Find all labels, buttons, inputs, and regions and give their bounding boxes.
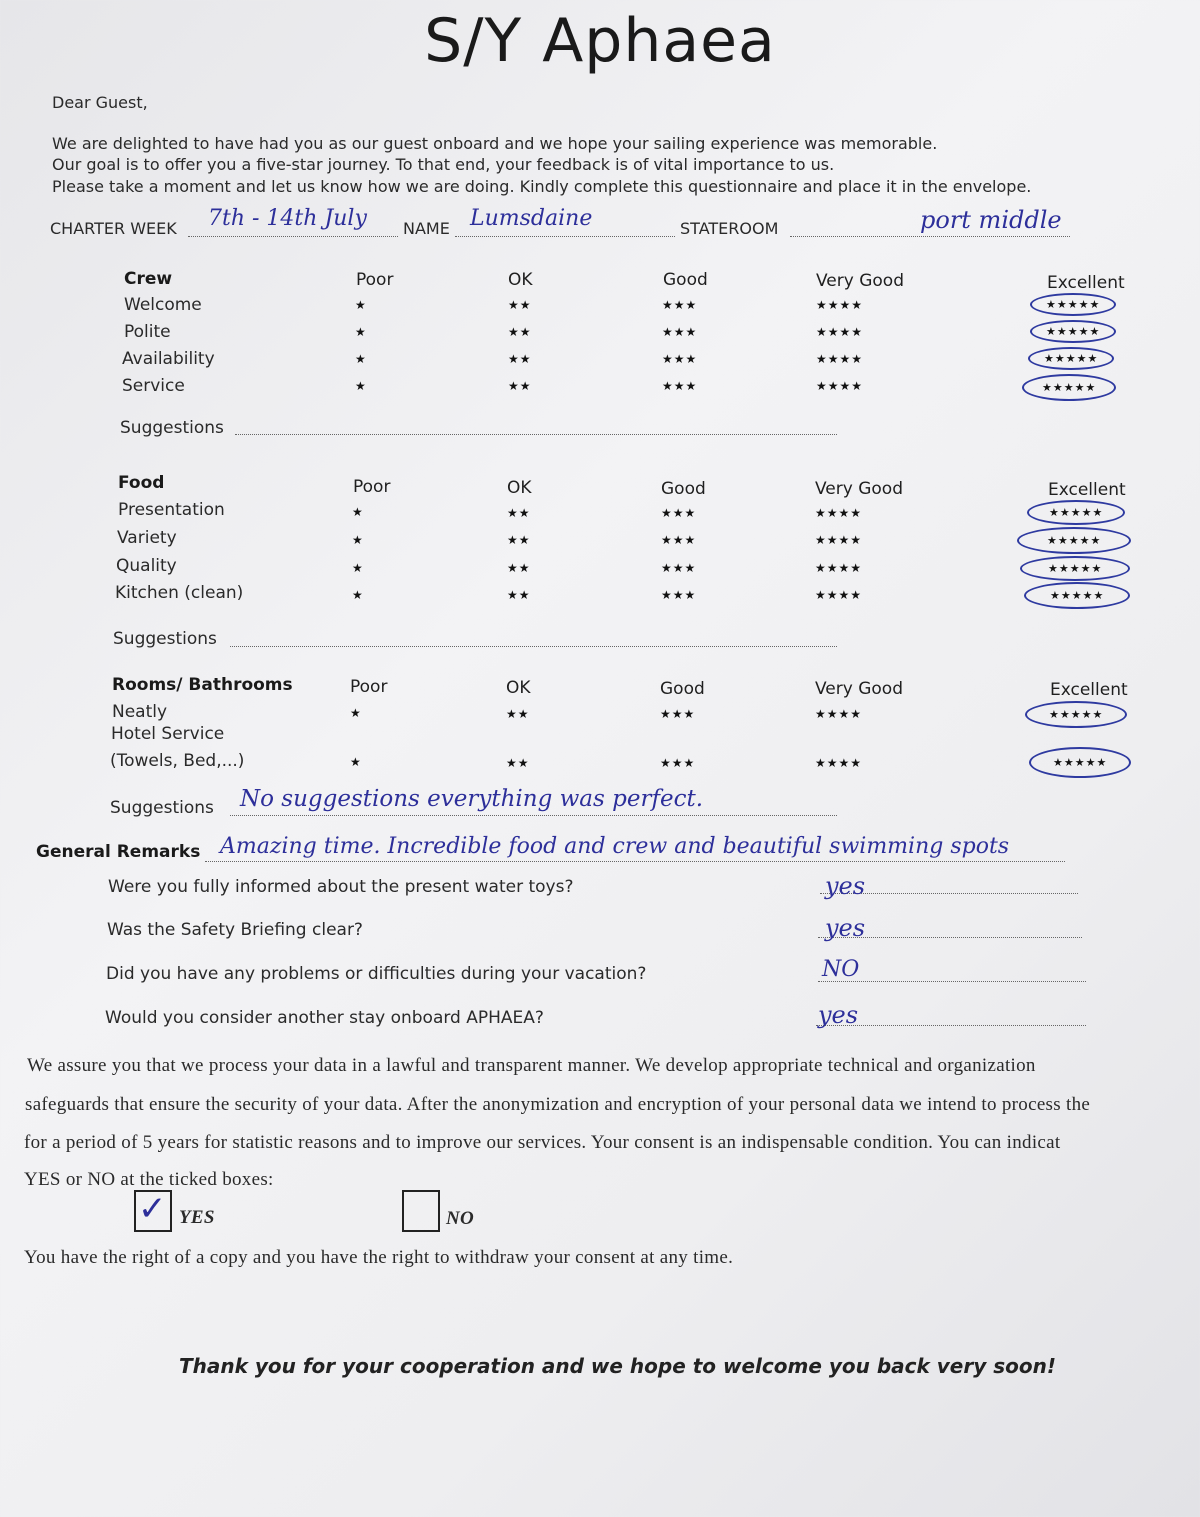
food-item-kitchen: Kitchen (clean) (115, 583, 244, 603)
star-rating-very-good[interactable]: ★★★★ (815, 756, 863, 770)
star-rating-poor[interactable]: ★ (352, 561, 364, 575)
star-rating-ok[interactable]: ★★ (507, 533, 531, 547)
star-rating-excellent-selected[interactable]: ★★★★★ (1022, 374, 1116, 401)
charter-week-label: CHARTER WEEK (50, 219, 177, 238)
star-rating-poor[interactable]: ★ (350, 755, 362, 769)
star-rating-very-good[interactable]: ★★★★ (816, 379, 864, 393)
consent-no-label: NO (446, 1208, 475, 1229)
answer-safety-briefing[interactable]: yes (825, 914, 866, 942)
star-rating-good[interactable]: ★★★ (661, 588, 697, 602)
star-rating-good[interactable]: ★★★ (662, 379, 698, 393)
food-suggestions-line[interactable] (230, 646, 837, 647)
question-water-toys: Were you fully informed about the present water toys? (108, 877, 574, 897)
document-title: S/Y Aphaea (424, 6, 776, 76)
star-rating-very-good[interactable]: ★★★★ (815, 533, 863, 547)
star-rating-very-good[interactable]: ★★★★ (815, 588, 863, 602)
star-rating-excellent-selected[interactable]: ★★★★★ (1025, 701, 1127, 728)
name-label: NAME (403, 219, 450, 238)
star-rating-good[interactable]: ★★★ (662, 352, 698, 366)
rooms-level-ok: OK (506, 678, 531, 698)
intro-line-1: We are delighted to have had you as our guest onboard and we hope your sailing experience was memorable. (52, 134, 938, 153)
star-rating-good[interactable]: ★★★ (660, 707, 696, 721)
privacy-line-2: safeguards that ensure the security of your data. After the anonymization and encryption of your personal data we intend to process the (25, 1094, 1091, 1115)
star-rating-poor[interactable]: ★ (352, 533, 364, 547)
star-rating-ok[interactable]: ★★ (508, 298, 532, 312)
stateroom-label: STATEROOM (680, 219, 779, 238)
star-rating-ok[interactable]: ★★ (508, 352, 532, 366)
intro-line-3: Please take a moment and let us know how we are doing. Kindly complete this questionnaire and place it in the envelope. (52, 177, 1032, 196)
check-icon: ✓ (138, 1189, 167, 1229)
crew-item-service: Service (122, 376, 185, 396)
question-safety-briefing: Was the Safety Briefing clear? (107, 920, 363, 940)
star-rating-poor[interactable]: ★ (355, 352, 367, 366)
question-another-stay: Would you consider another stay onboard APHAEA? (105, 1008, 544, 1028)
general-remarks-value[interactable]: Amazing time. Incredible food and crew and beautiful swimming spots (220, 834, 1010, 859)
star-rating-ok[interactable]: ★★ (508, 325, 532, 339)
food-level-excellent: Excellent (1048, 480, 1126, 500)
consent-no-checkbox[interactable] (402, 1190, 440, 1232)
food-level-very-good: Very Good (815, 479, 903, 499)
star-rating-good[interactable]: ★★★ (661, 561, 697, 575)
food-level-poor: Poor (353, 477, 391, 497)
rooms-suggestions-line[interactable] (230, 815, 837, 816)
star-rating-poor[interactable]: ★ (352, 505, 364, 519)
rights-text: You have the right of a copy and you have the right to withdraw your consent at any time. (24, 1247, 734, 1268)
star-rating-very-good[interactable]: ★★★★ (816, 325, 864, 339)
star-rating-very-good[interactable]: ★★★★ (816, 352, 864, 366)
answer-another-stay[interactable]: yes (818, 1001, 859, 1029)
star-rating-excellent-selected[interactable]: ★★★★★ (1029, 747, 1131, 778)
crew-level-excellent: Excellent (1047, 273, 1125, 293)
star-rating-ok[interactable]: ★★ (506, 707, 530, 721)
rooms-level-good: Good (660, 679, 705, 699)
crew-level-very-good: Very Good (816, 271, 904, 291)
rooms-item-towels-bed: (Towels, Bed,...) (110, 751, 245, 771)
charter-week-line (188, 236, 398, 237)
crew-item-availability: Availability (122, 349, 215, 369)
star-rating-ok[interactable]: ★★ (506, 756, 530, 770)
general-remarks-line[interactable] (205, 861, 1065, 862)
food-level-good: Good (661, 479, 706, 499)
star-rating-poor[interactable]: ★ (355, 298, 367, 312)
food-level-ok: OK (507, 478, 532, 498)
star-rating-poor[interactable]: ★ (350, 706, 362, 720)
star-rating-good[interactable]: ★★★ (662, 325, 698, 339)
consent-yes-checkbox[interactable] (134, 1190, 172, 1232)
rooms-item-neatly: Neatly (112, 702, 168, 722)
privacy-line-4: YES or NO at the ticked boxes: (24, 1169, 274, 1190)
crew-section-title: Crew (124, 269, 173, 289)
crew-item-polite: Polite (124, 322, 171, 342)
star-rating-ok[interactable]: ★★ (507, 506, 531, 520)
star-rating-excellent-selected[interactable]: ★★★★★ (1020, 556, 1130, 581)
star-rating-excellent-selected[interactable]: ★★★★★ (1017, 527, 1131, 554)
crew-item-welcome: Welcome (124, 295, 202, 315)
star-rating-poor[interactable]: ★ (352, 588, 364, 602)
star-rating-excellent-selected[interactable]: ★★★★★ (1028, 347, 1114, 370)
closing-message: Thank you for your cooperation and we hope to welcome you back very soon! (179, 1354, 1056, 1378)
answer-water-toys[interactable]: yes (825, 872, 866, 900)
star-rating-very-good[interactable]: ★★★★ (815, 707, 863, 721)
greeting: Dear Guest, (52, 93, 148, 112)
star-rating-very-good[interactable]: ★★★★ (815, 561, 863, 575)
consent-yes-label: YES (179, 1207, 215, 1228)
crew-level-ok: OK (508, 270, 533, 290)
general-remarks-label: General Remarks (36, 842, 201, 862)
star-rating-excellent-selected[interactable]: ★★★★★ (1024, 582, 1130, 609)
charter-week-value[interactable]: 7th - 14th July (208, 206, 367, 231)
food-item-presentation: Presentation (118, 500, 225, 520)
privacy-line-1: We assure you that we process your data in a lawful and transparent manner. We develop appropriate technical and organization (27, 1055, 1036, 1076)
food-item-variety: Variety (117, 528, 177, 548)
star-rating-excellent-selected[interactable]: ★★★★★ (1027, 500, 1125, 525)
star-rating-good[interactable]: ★★★ (660, 756, 696, 770)
stateroom-value[interactable]: port middle (920, 206, 1062, 234)
food-suggestions-label: Suggestions (113, 629, 217, 649)
star-rating-good[interactable]: ★★★ (661, 533, 697, 547)
answer-problems[interactable]: NO (822, 957, 860, 982)
crew-level-poor: Poor (356, 270, 394, 290)
privacy-line-3: for a period of 5 years for statistic reasons and to improve our services. Your consent is an indispensable condition. You can indicat (24, 1132, 1061, 1153)
rooms-suggestions-label: Suggestions (110, 798, 214, 818)
food-item-quality: Quality (116, 556, 177, 576)
star-rating-good[interactable]: ★★★ (661, 506, 697, 520)
name-value[interactable]: Lumsdaine (470, 206, 593, 231)
star-rating-excellent-selected[interactable]: ★★★★★ (1030, 320, 1116, 343)
rooms-level-poor: Poor (350, 677, 388, 697)
rooms-section-title: Rooms/ Bathrooms (112, 675, 293, 695)
question-problems: Did you have any problems or difficulties during your vacation? (106, 964, 647, 984)
star-rating-good[interactable]: ★★★ (662, 298, 698, 312)
name-line (455, 236, 675, 237)
rooms-level-very-good: Very Good (815, 679, 903, 699)
star-rating-ok[interactable]: ★★ (508, 379, 532, 393)
star-rating-poor[interactable]: ★ (355, 379, 367, 393)
crew-level-good: Good (663, 270, 708, 290)
intro-line-2: Our goal is to offer you a five-star journey. To that end, your feedback is of vital importance to us. (52, 155, 835, 174)
star-rating-ok[interactable]: ★★ (507, 588, 531, 602)
star-rating-excellent-selected[interactable]: ★★★★★ (1030, 293, 1116, 316)
rooms-item-hotel-service: Hotel Service (111, 724, 225, 744)
rooms-suggestions-value[interactable]: No suggestions everything was perfect. (240, 786, 703, 812)
star-rating-ok[interactable]: ★★ (507, 561, 531, 575)
stateroom-line (790, 236, 1070, 237)
star-rating-very-good[interactable]: ★★★★ (815, 506, 863, 520)
star-rating-poor[interactable]: ★ (355, 325, 367, 339)
crew-suggestions-line[interactable] (235, 434, 837, 435)
star-rating-very-good[interactable]: ★★★★ (816, 298, 864, 312)
crew-suggestions-label: Suggestions (120, 418, 224, 438)
rooms-level-excellent: Excellent (1050, 680, 1128, 700)
food-section-title: Food (118, 473, 165, 493)
